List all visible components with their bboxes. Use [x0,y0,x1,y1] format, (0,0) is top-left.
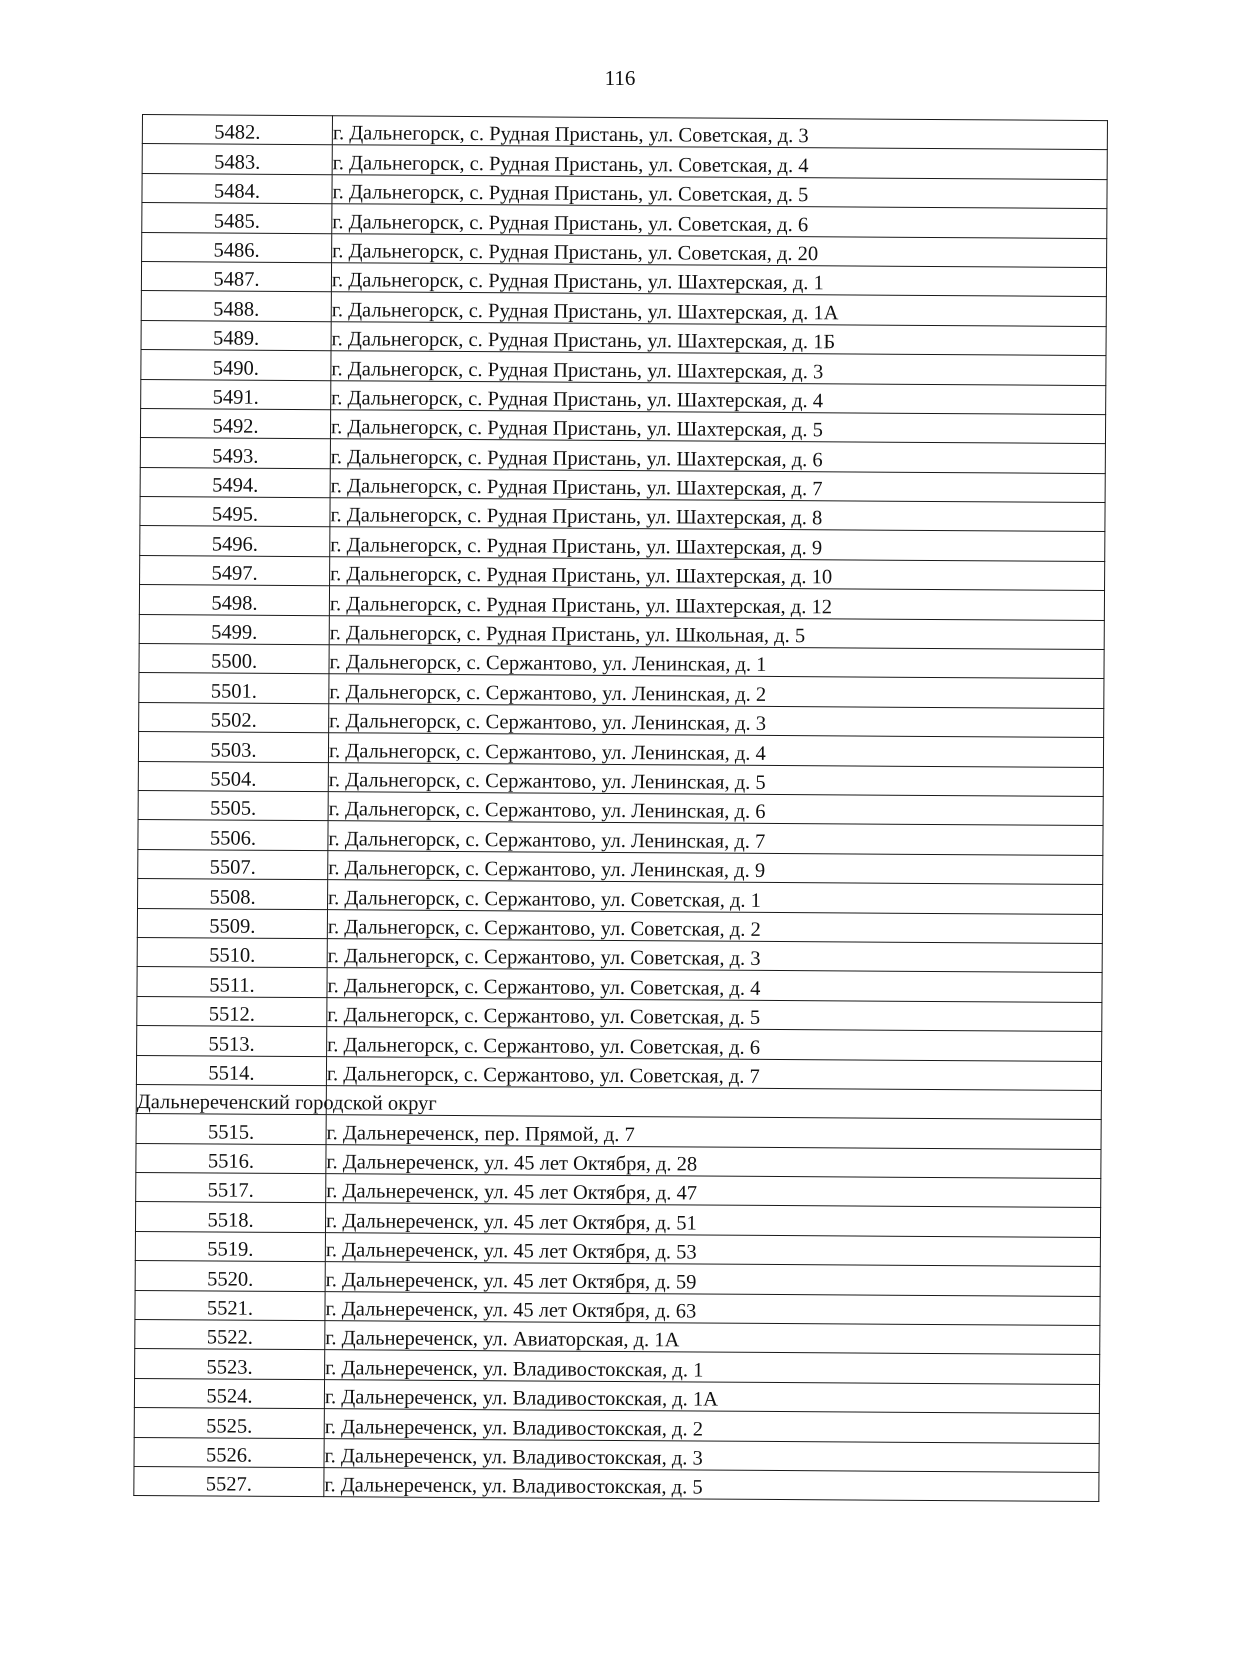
row-address: г. Дальнегорск, с. Рудная Пристань, ул. Шахтерская, д. 6 [330,439,1105,473]
row-number: 5482. [142,115,332,146]
row-number: 5483. [142,144,332,175]
row-number: 5517. [136,1173,326,1204]
row-address: г. Дальнегорск, с. Сержантово, ул. Советская, д. 6 [327,1027,1102,1061]
row-number: 5507. [138,849,328,880]
row-number: 5503. [138,732,328,763]
row-address: г. Дальнегорск, с. Рудная Пристань, ул. Шахтерская, д. 1А [331,292,1106,326]
row-address: г. Дальнегорск, с. Сержантово, ул. Ленинская, д. 4 [328,733,1103,767]
row-address: г. Дальнегорск, с. Рудная Пристань, ул. Шахтерская, д. 3 [331,351,1106,385]
group-empty-cell [326,1086,1101,1120]
row-number: 5505. [138,790,328,821]
row-address: г. Дальнегорск, с. Рудная Пристань, ул. Шахтерская, д. 8 [330,498,1105,532]
row-number: 5524. [134,1378,324,1409]
row-address: г. Дальнегорск, с. Рудная Пристань, ул. Шахтерская, д. 12 [329,586,1104,620]
row-address: г. Дальнереченск, ул. 45 лет Октября, д. 51 [325,1203,1100,1237]
table-body-dalnerechensk [134,1114,1101,1502]
row-address: г. Дальнегорск, с. Сержантово, ул. Советская, д. 7 [326,1056,1101,1090]
row-number: 5500. [139,644,329,675]
row-address: г. Дальнегорск, с. Рудная Пристань, ул. Шахтерская, д. 7 [330,468,1105,502]
row-number: 5508. [138,879,328,910]
row-address: г. Дальнегорск, с. Рудная Пристань, ул. Школьная, д. 5 [329,615,1104,649]
row-address: г. Дальнереченск, ул. 45 лет Октября, д. 53 [325,1233,1100,1267]
row-number: 5509. [137,908,327,939]
row-address: г. Дальнегорск, с. Сержантово, ул. Ленинская, д. 7 [328,821,1103,855]
row-number: 5521. [135,1290,325,1321]
row-number: 5515. [136,1114,326,1145]
row-address: г. Дальнереченск, ул. Владивостокская, д. 1А [324,1379,1099,1413]
row-address: г. Дальнегорск, с. Сержантово, ул. Советская, д. 1 [328,880,1103,914]
row-address: г. Дальнегорск, с. Рудная Пристань, ул. Советская, д. 5 [332,174,1107,208]
row-address: г. Дальнереченск, ул. 45 лет Октября, д. 47 [326,1174,1101,1208]
row-address: г. Дальнереченск, ул. Владивостокская, д. 5 [324,1468,1099,1502]
row-address: г. Дальнегорск, с. Рудная Пристань, ул. Шахтерская, д. 1Б [331,321,1106,355]
row-address: г. Дальнереченск, ул. Авиаторская, д. 1А [325,1321,1100,1355]
table-body-dalnegorsk [136,115,1107,1091]
row-address: г. Дальнегорск, с. Сержантово, ул. Советская, д. 2 [327,909,1102,943]
row-number: 5491. [141,379,331,410]
group-label-cell: Дальнереченский городской округ [136,1084,326,1115]
row-number: 5510. [137,937,327,968]
row-number: 5496. [140,526,330,557]
row-number: 5488. [141,291,331,322]
row-address: г. Дальнегорск, с. Рудная Пристань, ул. Шахтерская, д. 4 [331,380,1106,414]
row-address: г. Дальнегорск, с. Сержантово, ул. Советская, д. 5 [327,997,1102,1031]
row-number: 5487. [141,261,331,292]
row-number: 5495. [140,497,330,528]
row-number: 5489. [141,320,331,351]
row-address: г. Дальнегорск, с. Рудная Пристань, ул. Шахтерская, д. 1 [331,263,1106,297]
row-address: г. Дальнереченск, пер. Прямой, д. 7 [326,1115,1101,1149]
row-number: 5514. [136,1055,326,1086]
row-number: 5506. [138,820,328,851]
row-number: 5522. [135,1319,325,1350]
row-address: г. Дальнегорск, с. Сержантово, ул. Советская, д. 3 [327,939,1102,973]
row-number: 5527. [134,1466,324,1497]
row-address: г. Дальнегорск, с. Сержантово, ул. Ленинская, д. 2 [329,674,1104,708]
row-number: 5525. [134,1408,324,1439]
row-number: 5501. [139,673,329,704]
row-address: г. Дальнегорск, с. Рудная Пристань, ул. Шахтерская, д. 10 [330,557,1105,591]
row-number: 5504. [138,761,328,792]
row-address: г. Дальнегорск, с. Рудная Пристань, ул. Советская, д. 6 [332,204,1107,238]
row-number: 5499. [139,614,329,645]
page-number: 116 [604,66,636,90]
row-address: г. Дальнегорск, с. Сержантово, ул. Ленинская, д. 5 [328,762,1103,796]
row-number: 5492. [140,408,330,439]
row-address: г. Дальнегорск, с. Сержантово, ул. Советская, д. 4 [327,968,1102,1002]
row-number: 5512. [137,996,327,1027]
row-number: 5494. [140,467,330,498]
row-number: 5518. [135,1202,325,1233]
row-number: 5511. [137,967,327,998]
row-number: 5516. [136,1143,326,1174]
row-address: г. Дальнегорск, с. Сержантово, ул. Ленинская, д. 3 [329,703,1104,737]
row-number: 5490. [141,350,331,381]
row-number: 5513. [137,1026,327,1057]
row-address: г. Дальнереченск, ул. Владивостокская, д. 1 [325,1350,1100,1384]
row-address: г. Дальнереченск, ул. Владивостокская, д. 2 [324,1409,1099,1443]
row-address: г. Дальнегорск, с. Сержантово, ул. Ленинская, д. 1 [329,645,1104,679]
row-number: 5526. [134,1437,324,1468]
row-number: 5497. [140,555,330,586]
row-number: 5498. [139,585,329,616]
row-address: г. Дальнегорск, с. Рудная Пристань, ул. Советская, д. 20 [332,233,1107,267]
row-number: 5519. [135,1231,325,1262]
row-number: 5502. [139,702,329,733]
row-number: 5486. [142,232,332,263]
row-address: г. Дальнегорск, с. Рудная Пристань, ул. Шахтерская, д. 5 [330,410,1105,444]
row-number: 5484. [142,173,332,204]
table-row [134,1466,1099,1501]
row-address: г. Дальнегорск, с. Рудная Пристань, ул. Советская, д. 4 [332,145,1107,179]
row-address: г. Дальнегорск, с. Рудная Пристань, ул. Шахтерская, д. 9 [330,527,1105,561]
row-address: г. Дальнегорск, с. Сержантово, ул. Ленинская, д. 6 [328,792,1103,826]
row-address: г. Дальнегорск, с. Сержантово, ул. Ленинская, д. 9 [328,850,1103,884]
row-address: г. Дальнереченск, ул. 45 лет Октября, д. 28 [326,1144,1101,1178]
row-address: г. Дальнегорск, с. Рудная Пристань, ул. Советская, д. 3 [332,116,1107,150]
row-address: г. Дальнереченск, ул. 45 лет Октября, д. 59 [325,1262,1100,1296]
address-table [133,114,1108,1502]
row-address: г. Дальнереченск, ул. 45 лет Октября, д. 63 [325,1291,1100,1325]
row-number: 5523. [135,1349,325,1380]
row-number: 5520. [135,1261,325,1292]
row-address: г. Дальнереченск, ул. Владивостокская, д. 3 [324,1438,1099,1472]
row-number: 5485. [142,203,332,234]
row-number: 5493. [140,438,330,469]
